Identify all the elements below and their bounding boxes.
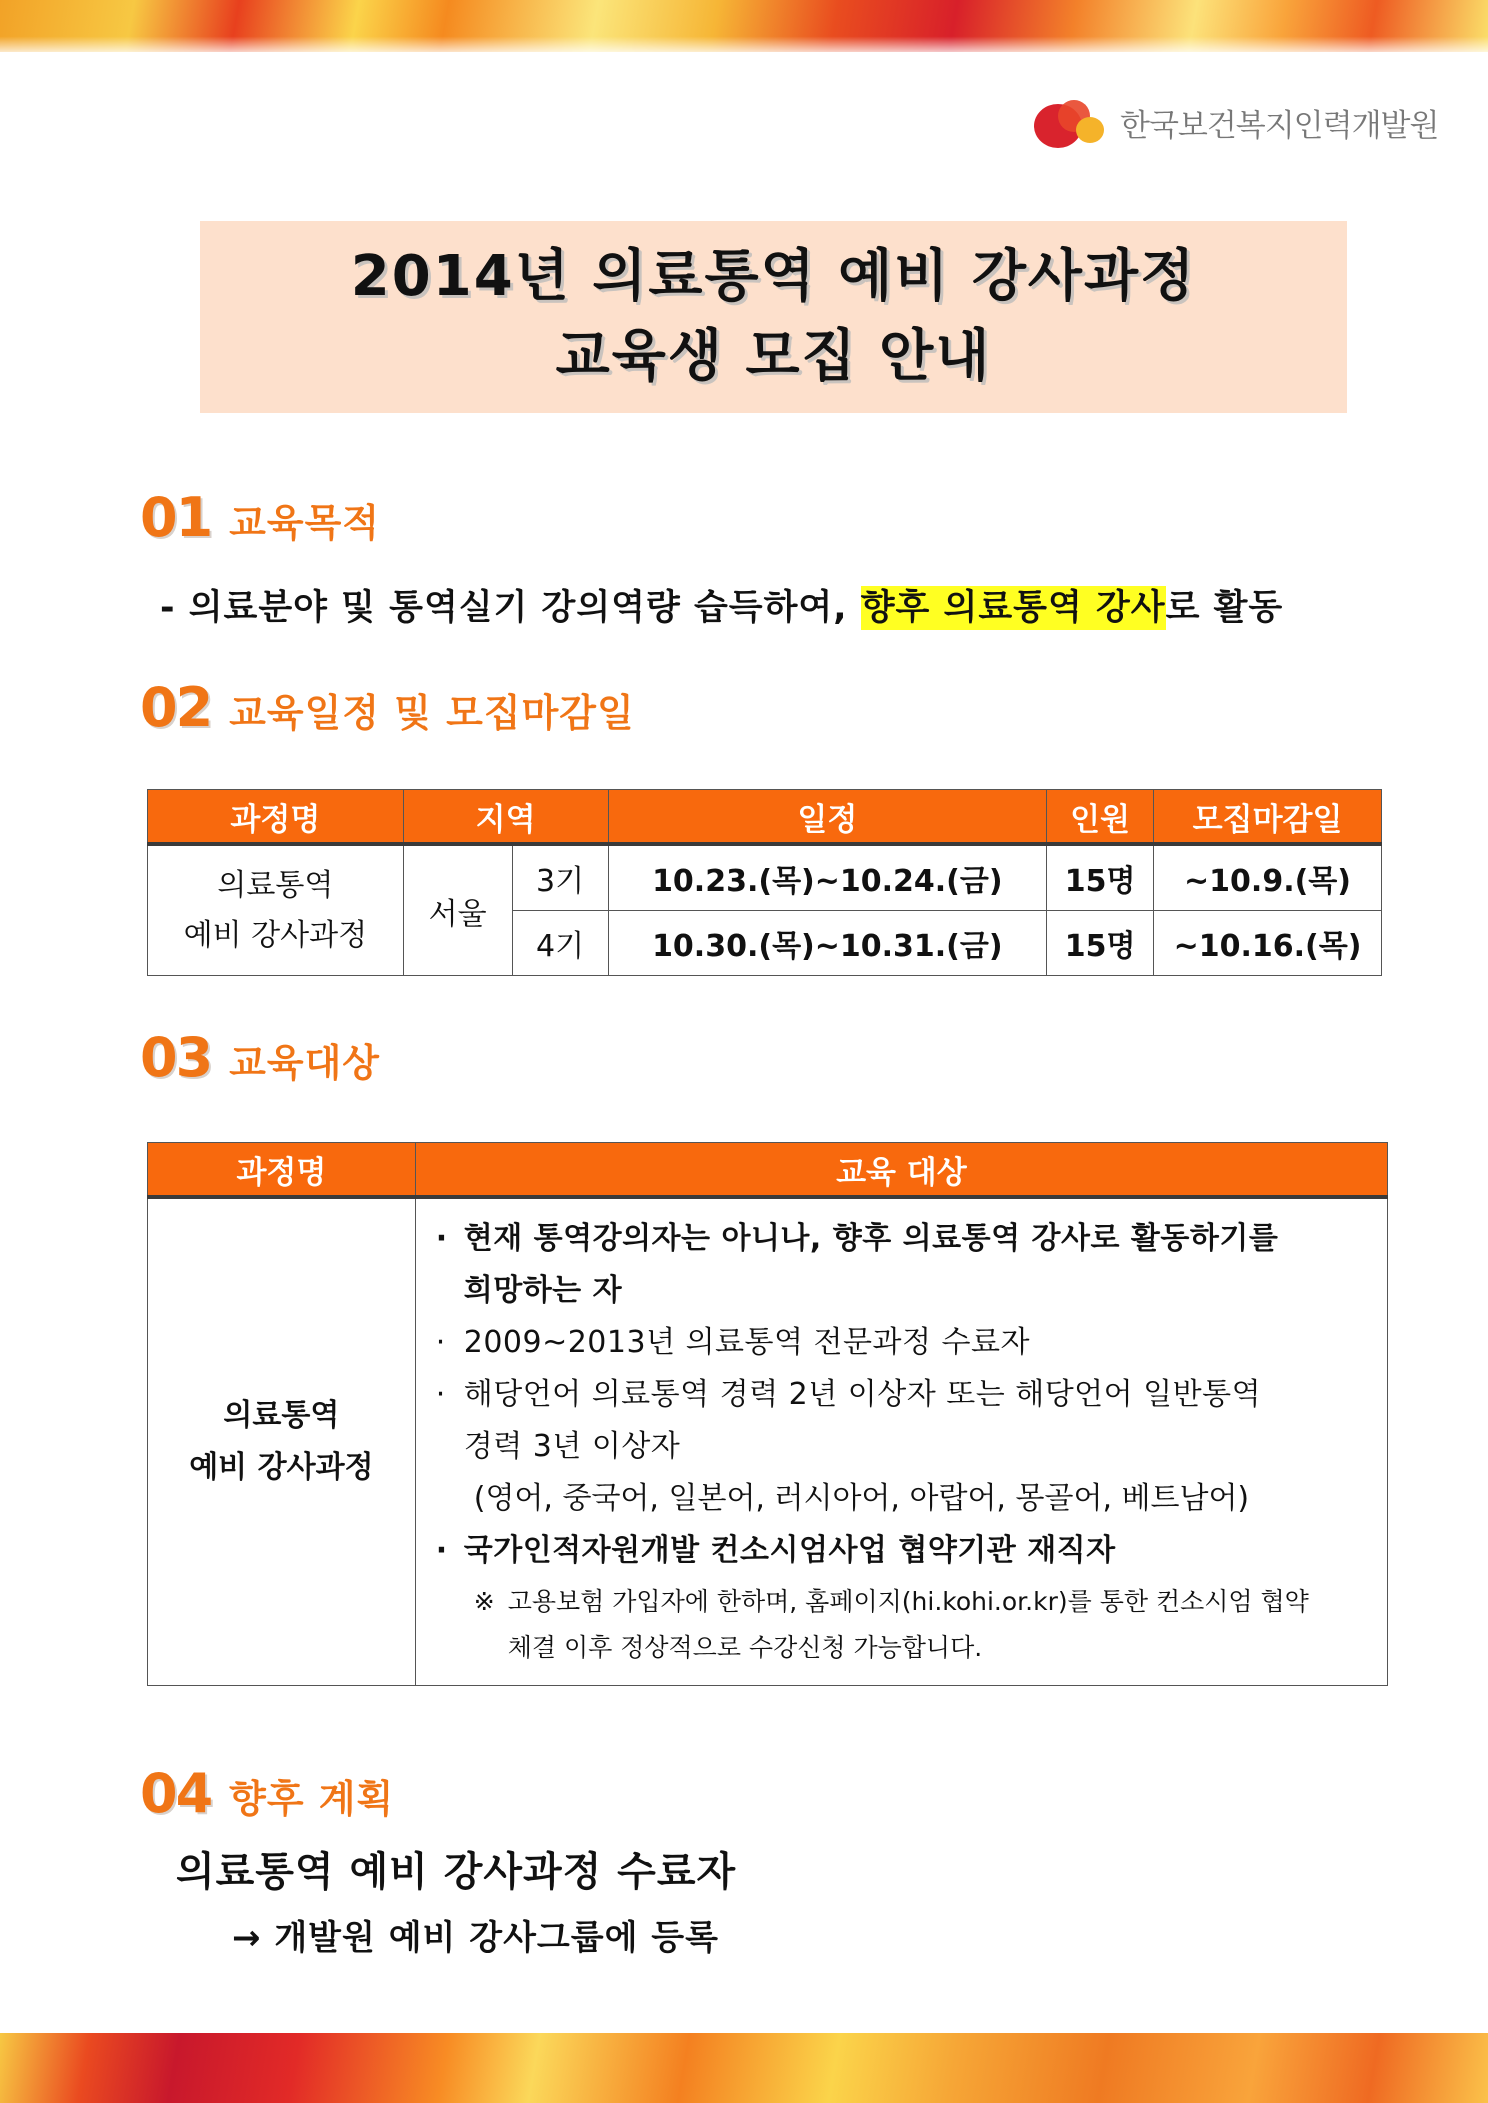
column-header: 교육 대상 <box>415 1143 1387 1198</box>
column-header: 과정명 <box>148 1143 416 1198</box>
language-list: (영어, 중국어, 일본어, 러시아어, 아랍어, 몽골어, 베트남어) <box>473 1481 1250 1516</box>
count-cell: 15명 <box>1047 844 1154 911</box>
section-title: 교육일정 및 모집마감일 <box>229 691 635 735</box>
column-header: 인원 <box>1047 790 1154 845</box>
purpose-text <box>160 580 1283 630</box>
section-number: 02 <box>140 676 212 739</box>
reference-mark: ※ <box>473 1587 495 1616</box>
item-text: 희망하는 자 <box>463 1273 623 1308</box>
column-header: 일정 <box>608 790 1047 845</box>
count-cell: 15명 <box>1047 911 1154 976</box>
note-text: 체결 이후 정상적으로 수강신청 가능합니다. <box>507 1633 983 1662</box>
list-item <box>436 1213 1371 1317</box>
note-text: 고용보험 가입자에 한하며, 홈페이지(hi.kohi.or.kr)를 통한 컨소시엄 협약 <box>507 1587 1309 1616</box>
section-02-heading <box>140 676 635 739</box>
deadline-cell: ~10.9.(목) <box>1154 844 1382 911</box>
target-description-cell <box>415 1197 1387 1686</box>
column-header: 과정명 <box>148 790 404 845</box>
purpose-prefix: - 의료분야 및 통역실기 강의역량 습득하여, <box>160 588 861 628</box>
section-title: 향후 계획 <box>229 1777 395 1821</box>
page-title-line2: 교육생 모집 안내 <box>555 324 992 389</box>
org-logo <box>1030 92 1438 152</box>
term-cell: 4기 <box>512 911 608 976</box>
title-box <box>200 221 1347 413</box>
bullet: · <box>435 1325 446 1360</box>
top-decorative-band <box>0 0 1488 52</box>
dates-cell: 10.23.(목)~10.24.(금) <box>608 844 1047 911</box>
bullet: · <box>435 1533 448 1568</box>
deadline-cell: ~10.16.(목) <box>1154 911 1382 976</box>
section-03-heading <box>140 1026 380 1089</box>
list-item <box>436 1369 1371 1473</box>
org-logo-icon <box>1030 92 1110 152</box>
column-header: 지역 <box>403 790 608 845</box>
list-item <box>436 1525 1371 1577</box>
section-04-heading <box>140 1762 394 1825</box>
term-cell: 3기 <box>512 844 608 911</box>
column-header: 모집마감일 <box>1154 790 1382 845</box>
item-text: 경력 3년 이상자 <box>463 1429 681 1464</box>
purpose-highlight: 향후 의료통역 강사 <box>860 588 1166 628</box>
target-table <box>147 1142 1388 1686</box>
page-title-line1: 2014년 의료통역 예비 강사과정 <box>350 244 1197 309</box>
region-cell: 서울 <box>403 844 512 976</box>
bullet: · <box>435 1221 448 1256</box>
plan-line1: 의료통역 예비 강사과정 수료자 <box>176 1849 737 1895</box>
item-text: 국가인적자원개발 컨소시엄사업 협약기관 재직자 <box>463 1533 1116 1568</box>
section-number: 04 <box>140 1762 212 1825</box>
course-name-cell <box>148 844 404 976</box>
section-title: 교육대상 <box>229 1041 380 1085</box>
table-row <box>148 1197 1388 1686</box>
course-name-line2: 예비 강사과정 <box>189 1450 374 1485</box>
plan-line2: → 개발원 예비 강사그룹에 등록 <box>232 1918 719 1958</box>
bottom-decorative-band <box>0 2033 1488 2103</box>
table-header-row <box>148 790 1382 845</box>
note <box>436 1579 1371 1671</box>
section-title: 교육목적 <box>229 501 380 545</box>
course-name-line2: 예비 강사과정 <box>183 917 368 953</box>
dates-cell: 10.30.(목)~10.31.(금) <box>608 911 1047 976</box>
schedule-table <box>147 789 1382 976</box>
course-name-cell <box>148 1197 416 1686</box>
section-number: 01 <box>140 486 212 549</box>
org-name: 한국보건복지인력개발원 <box>1120 107 1439 144</box>
course-name-line1: 의료통역 <box>223 1398 340 1433</box>
purpose-suffix: 로 활동 <box>1165 588 1284 628</box>
item-text: 해당언어 의료통역 경력 2년 이상자 또는 해당언어 일반통역 <box>463 1377 1262 1412</box>
course-name-line1: 의료통역 <box>217 867 334 903</box>
section-number: 03 <box>140 1026 212 1089</box>
item-text: 현재 통역강의자는 아니나, 향후 의료통역 강사로 활동하기를 <box>463 1221 1279 1256</box>
bullet: · <box>435 1377 446 1412</box>
section-01-heading <box>140 486 380 549</box>
table-header-row <box>148 1143 1388 1198</box>
table-row <box>148 844 1382 911</box>
item-text: 2009~2013년 의료통역 전문과정 수료자 <box>463 1325 1030 1360</box>
list-item <box>436 1317 1371 1369</box>
